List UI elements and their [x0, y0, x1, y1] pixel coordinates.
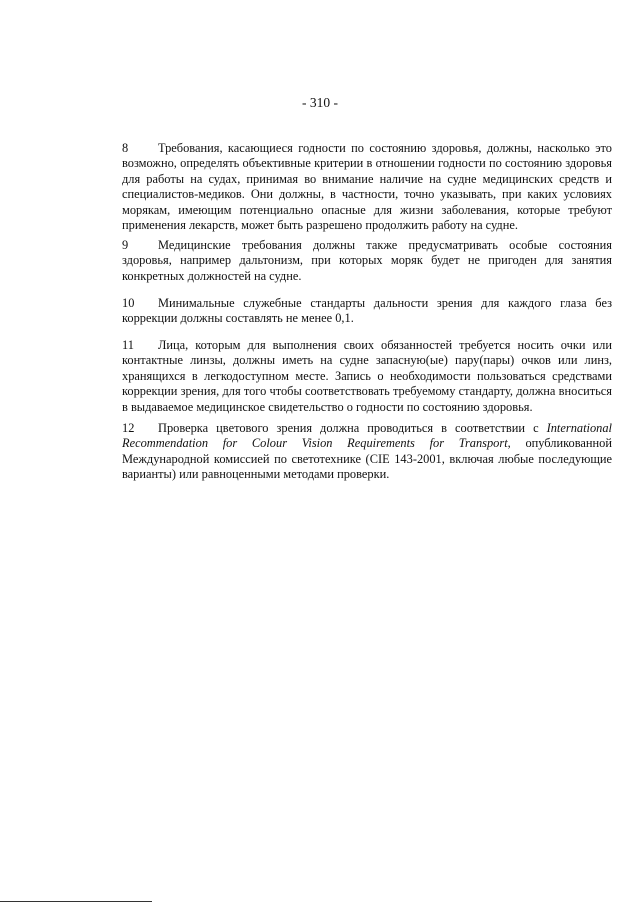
paragraph-text-after: , опубликованной Международной комиссией по светотехнике (CIE 143-2001, включая любые последующие варианты) или равноценными методами проверки. — [122, 436, 612, 482]
paragraph-text-before: Проверка цветового зрения должна проводиться в соответствии с — [158, 421, 547, 435]
paragraph-text: Лица, которым для выполнения своих обязанностей требуется носить очки или контактные линзы, должны иметь на судне запасную(ые) пару(пары) очков или линз, хранящихся в легкодоступном месте. Запись о необходимости пользоваться средствами коррекции зрения, для того чтобы соответствовать требуемому стандарту, должна вноситься в выдаваемое медицинское свидетельство о годности по состоянию здоровья. — [122, 338, 612, 414]
paragraph-10 — [122, 296, 612, 327]
paragraph-number: 12 — [122, 421, 135, 435]
paragraph-8 — [122, 141, 612, 233]
paragraph-12 — [122, 421, 612, 483]
paragraph-text: Минимальные служебные стандарты дальности зрения для каждого глаза без коррекции должны составлять не менее 0,1. — [122, 296, 612, 326]
paragraph-number: 10 — [122, 296, 135, 310]
paragraph-11 — [122, 338, 612, 415]
paragraph-9 — [122, 238, 612, 284]
paragraph-number: 9 — [122, 238, 129, 252]
footnote-rule — [0, 901, 152, 902]
paragraph-number: 11 — [122, 338, 134, 352]
standard-title: International Recommendation for Colour Vision Requirements for Transport — [122, 421, 612, 451]
paragraph-text: Требования, касающиеся годности по состоянию здоровья, должны, насколько это возможно, определять объективные критерии в отношении годности по состоянию здоровья для работы на судах, принимая во внимание наличие на судне медицинских средств и специалистов-медиков. Они должны, в частности, точно указывать, при каких условиях морякам, имеющим потенциально опасные для жизни заболевания, которые требуют применения лекарств, может быть разрешено продолжить работу на судне. — [122, 141, 612, 233]
page-number: - 310 - — [302, 95, 338, 110]
paragraph-text: Медицинские требования должны также предусматривать особые состояния здоровья, например дальтонизм, при которых моряк будет не пригоден для занятия конкретных должностей на судне. — [122, 238, 612, 283]
paragraph-number: 8 — [122, 141, 129, 155]
